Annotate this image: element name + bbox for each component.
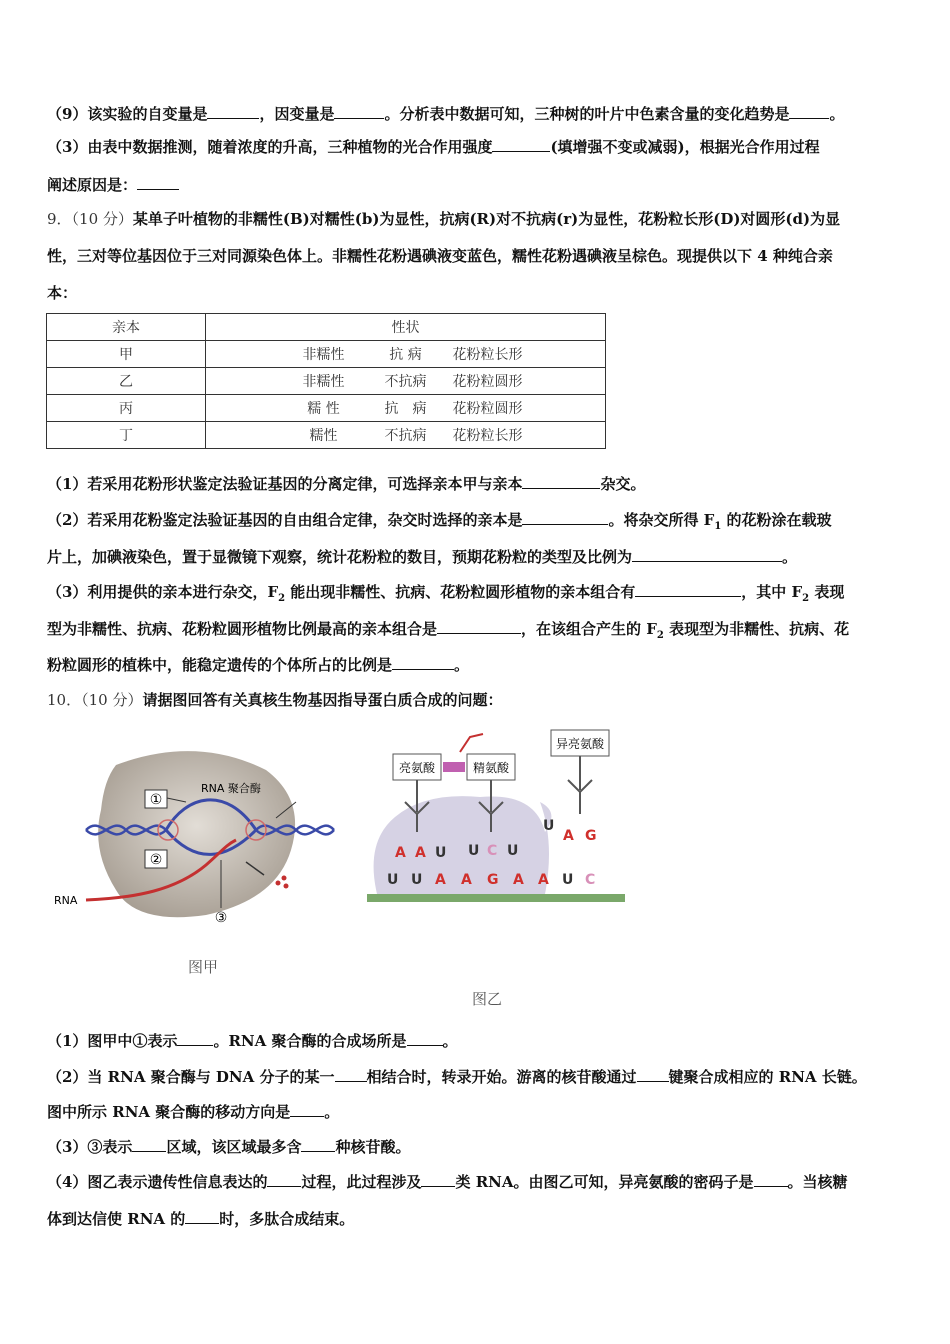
aa1-label: 亮氨酸 (398, 761, 436, 775)
trna-3 (568, 756, 592, 814)
q9-sub3-line2: 型为非糯性、抗病、花粉粒圆形植物比例最高的亲本组合是 ，在该组合产生的 $F_2$ 表现型为非糯性、抗病、花 (47, 620, 850, 641)
table-row (47, 368, 606, 395)
figure-b-caption: 图乙 (472, 990, 503, 1008)
blank[interactable] (177, 1031, 213, 1046)
mark-1: ① (149, 792, 163, 808)
nucleotide (284, 884, 289, 889)
aa2-label: 精氨酸 (472, 761, 510, 775)
peptide-bond (443, 762, 465, 772)
q10-sub3: （3）③表示 区域，该区域最多含 种核苷酸。 (47, 1138, 411, 1156)
q10-sub4-line1: （4）图乙表示遗传性信息表达的 过程，此过程涉及 类 RNA。由图乙可知，异亮氨酸的密码子是 。当核糖 (47, 1173, 848, 1191)
q9-sub3-line1: （3）利用提供的亲本进行杂交，$F_2$ 能出现非糯性、抗病、花粉粒圆形植物的亲本组合有 ，其中 $F_2$ 表现 (47, 583, 845, 604)
q9-stem-line3: 本： (47, 284, 78, 302)
anticodon-base: U (543, 818, 555, 834)
anticodon-base: G (585, 828, 597, 844)
q9-sub1: （1）若采用花粉形状鉴定法验证基因的分离定律，可选择亲本甲与亲本 杂交。 (47, 475, 646, 493)
codon-base: U (411, 872, 423, 888)
blank[interactable] (207, 104, 259, 119)
blank[interactable] (522, 510, 608, 525)
row-traits: 糯性 不抗病 花粉粒长形 (206, 422, 606, 449)
blank[interactable] (754, 1172, 788, 1187)
q9-sub3-line3: 粉粒圆形的植株中，能稳定遗传的个体所占的比例是 。 (47, 656, 470, 674)
aa3-label: 异亮氨酸 (555, 737, 605, 751)
parents-table (46, 313, 606, 449)
blank[interactable] (407, 1031, 443, 1046)
codon-base: C (585, 872, 596, 888)
anticodon-base: U (435, 845, 447, 861)
blank[interactable] (421, 1172, 455, 1187)
q9-stem-line2: 性，三对等位基因位于三对同源染色体上。非糯性花粉遇碘液变蓝色，糯性花粉遇碘液呈棕色。现提供以下 4 种纯合亲 (47, 247, 833, 265)
blank[interactable] (132, 1137, 166, 1152)
blank[interactable] (492, 137, 550, 152)
anticodon-base: A (415, 845, 426, 861)
blank[interactable] (185, 1209, 219, 1224)
q9-prev-line1: （9）该实验的自变量是 ，因变量是 。分析表中数据可知，三种树的叶片中色素含量的变化趋势是 。 (47, 105, 845, 123)
q9-prev-line2: （3）由表中数据推测，随着浓度的升高，三种植物的光合作用强度 (填增强不变或减弱)，根据光合作用过程 (47, 138, 820, 156)
header-parent: 亲本 (47, 314, 206, 341)
anticodon-base: A (395, 845, 406, 861)
red-arrow (460, 734, 483, 752)
blank[interactable] (635, 582, 741, 597)
rna-label: RNA (54, 894, 78, 907)
nucleotide (276, 881, 281, 886)
q9-stem-line1: 9．（10 分）某单子叶植物的非糯性(B)对糯性(b)为显性，抗病(R)对不抗病(r)为显性，花粉粒长形(D)对圆形(d)为显 (47, 210, 841, 228)
blank[interactable] (437, 619, 521, 634)
mark-2: ② (149, 852, 163, 868)
row-parent: 甲 (47, 341, 206, 368)
codon-base: A (538, 872, 549, 888)
blank[interactable] (522, 474, 600, 489)
blank[interactable] (392, 655, 454, 670)
blank[interactable] (637, 1067, 669, 1082)
blank[interactable] (137, 175, 179, 190)
row-parent: 丙 (47, 395, 206, 422)
figure-a-caption: 图甲 (188, 958, 219, 976)
row-traits: 非糯性 不抗病 花粉粒圆形 (206, 368, 606, 395)
row-traits: 糯 性 抗 病 花粉粒圆形 (206, 395, 606, 422)
codon-base: A (513, 872, 524, 888)
table-row (47, 395, 606, 422)
q10-sub2-line2: 图中所示 RNA 聚合酶的移动方向是 。 (47, 1103, 340, 1121)
anticodon-base: A (563, 828, 574, 844)
q10-sub2-line1: （2）当 RNA 聚合酶与 DNA 分子的某一 相结合时，转录开始。游离的核苷酸通过 键聚合成相应的 RNA 长链。 (47, 1068, 867, 1086)
figure-a-transcription (46, 740, 346, 940)
row-parent: 乙 (47, 368, 206, 395)
row-traits: 非糯性 抗 病 花粉粒长形 (206, 341, 606, 368)
table-header (47, 314, 606, 341)
table-row (47, 422, 606, 449)
anticodon-base: U (468, 843, 480, 859)
table-row (47, 341, 606, 368)
enzyme-label: RNA 聚合酶 (201, 782, 261, 795)
blank[interactable] (789, 104, 829, 119)
codon-base: U (562, 872, 574, 888)
codon-base: A (435, 872, 446, 888)
blank[interactable] (267, 1172, 301, 1187)
codon-base: G (487, 872, 499, 888)
blank[interactable] (290, 1102, 324, 1117)
blank[interactable] (334, 104, 384, 119)
q10-stem: 10．（10 分）请据图回答有关真核生物基因指导蛋白质合成的问题： (47, 691, 503, 709)
mrna-strand (367, 894, 625, 902)
header-trait: 性状 (206, 314, 606, 341)
q9-sub2-line1: （2）若采用花粉鉴定法验证基因的自由组合定律，杂交时选择的亲本是 。将杂交所得 $F_1$ 的花粉涂在载玻 (47, 511, 832, 532)
nucleotide (282, 876, 287, 881)
blank[interactable] (632, 547, 782, 562)
blank[interactable] (335, 1067, 367, 1082)
figure-b-translation (365, 722, 630, 910)
codon-base: A (461, 872, 472, 888)
q10-sub4-line2: 体到达信使 RNA 的 时，多肽合成结束。 (47, 1210, 355, 1228)
anticodon-base: C (487, 843, 498, 859)
q9-prev-line3: 阐述原因是： (47, 175, 917, 195)
row-parent: 丁 (47, 422, 206, 449)
q9-sub2-line2: 片上，加碘液染色，置于显微镜下观察，统计花粉粒的数目，预期花粉粒的类型及比例为 。 (47, 548, 798, 566)
anticodon-base: U (507, 843, 519, 859)
mark-3: ③ (214, 910, 228, 926)
codon-base: U (387, 872, 399, 888)
q10-sub1: （1）图甲中①表示 。RNA 聚合酶的合成场所是 。 (47, 1032, 458, 1050)
blank[interactable] (301, 1137, 335, 1152)
